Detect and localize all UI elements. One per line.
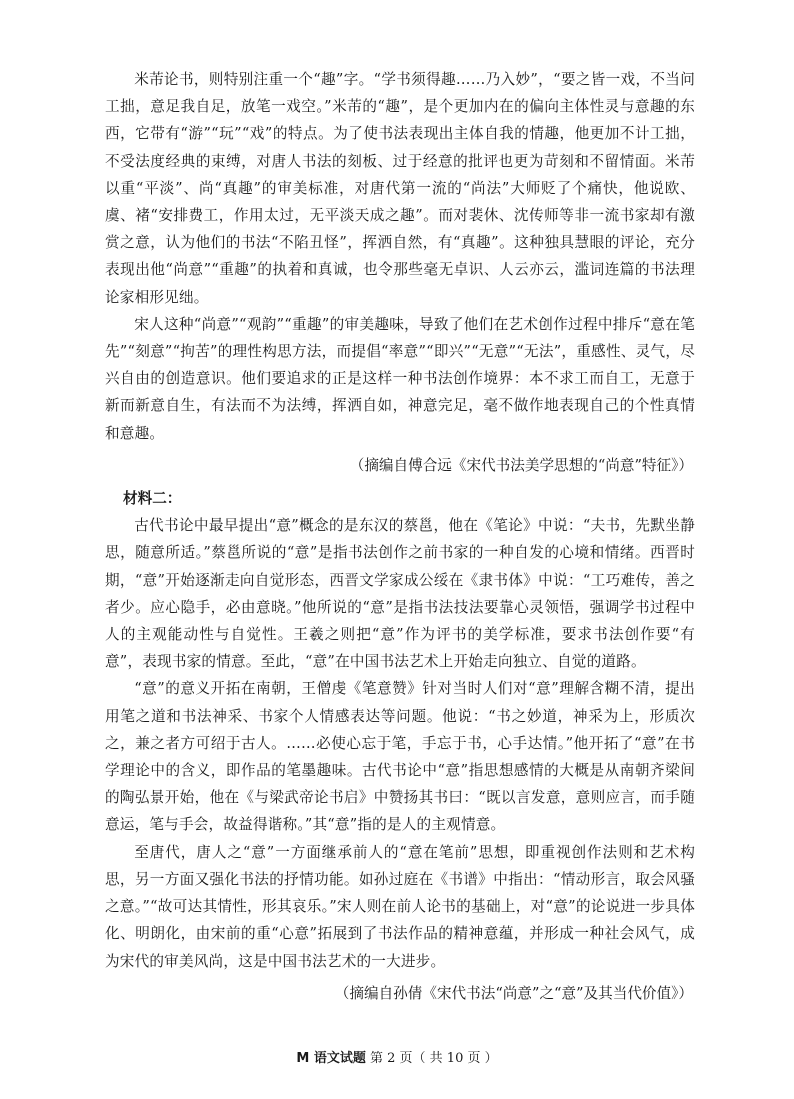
paragraph-southern-dynasties: “意”的意义开拓在南朝，王僧虔《笔意赞》针对当时人们对“意”理解含糊不清，提出用笔之道和书法神采、书家个人情感表达等问题。他说：“书之妙道，神采为上，形质次之，兼之者方可绍于古人。……必使心忘于笔，手忘于书，心手达情。”他开拓了“意”在书学理论中的含义，即作品的笔墨趣味。古代书论中“意”指思想感情的大概是从南朝齐梁间的陶弘景开始，他在《与梁武帝论书启》中赞扬其书曰：“既以言发意，意则应言，而手随意运，笔与手会，故益得谐称。”其“意”指的是人的主观情意。 <box>105 680 695 834</box>
footer-brand: M 语文试题 <box>296 1051 366 1066</box>
paragraph-cai-yong: 古代书论中最早提出“意”概念的是东汉的蔡邕，他在《笔论》中说：“夫书，先默坐静思，随意所适。”蔡邕所说的“意”是指书法创作之前书家的一种自发的心境和情绪。西晋时期，“意”开始逐渐走向自觉形态，西晋文学家成公绥在《隶书体》中说：“工巧难传，善之者少。应心隐手，必由意晓。”他所说的“意”是指书法技法要靠心灵领悟，强调学书过程中人的主观能动性与自觉性。王羲之则把“意”作为评书的美学标准，要求书法创作要“有意”，表现书家的情意。至此，“意”在中国书法艺术上开始走向独立、自觉的道路。 <box>105 517 695 671</box>
paragraph-song-aesthetics: 宋人这种“尚意”“观韵”“重趣”的审美趣味，导致了他们在艺术创作过程中排斥“意在笔先”“刻意”“拘苦”的理性构思方法，而提倡“率意”“即兴”“无意”“无法”，重感性、灵气，尽兴自由的创造意识。他们要追求的正是这样一种书法创作境界：本不求工而自工，无意于新而新意自生，有法而不为法缚，挥洒自如，神意完足，毫不做作地表现自己的个性真情和意趣。 <box>105 315 695 442</box>
source-citation-1: （摘编自傅合远《宋代书法美学思想的“尚意”特征》） <box>349 456 693 474</box>
paragraph-mi-fu: 米芾论书，则特别注重一个“趣”字。“学书须得趣……乃入妙”，“要之皆一戏，不当问工拙，意足我自足，放笔一戏空。”米芾的“趣”，是个更加内在的偏向主体性灵与意趣的东西，它带有“游”“玩”“戏”的特点。为了使书法表现出主体自我的情趣，他更加不计工拙，不受法度经典的束缚，对唐人书法的刻板、过于经意的批评也更为苛刻和不留情面。米芾以重“平淡”、尚“真趣”的审美标准，对唐代第一流的“尚法”大师贬了个痛快，他说欧、虞、褚“安排费工，作用太过，无平淡天成之趣”。而对裴休、沈传师等非一流书家却有激赏之意，认为他们的书法“不陷丑怪”，挥洒自然，有“真趣”。这种独具慧眼的评论，充分表现出他“尚意”“重趣”的执着和真诚，也令那些毫无卓识、人云亦云，滥词连篇的书法理论家相形见绌。 <box>105 71 695 306</box>
footer-page-number: 第 2 页（ 共 10 页 ） <box>365 1051 498 1066</box>
source-citation-2: （摘编自孙倩《宋代书法“尚意”之“意”及其当代价值》） <box>334 984 693 1002</box>
page-content <box>105 66 695 1013</box>
page-footer <box>0 1050 794 1068</box>
material-two-heading: 材料二： <box>123 490 182 508</box>
paragraph-tang-dynasty: 至唐代，唐人之“意”一方面继承前人的“意在笔前”思想，即重视创作法则和艺术构思，另一方面又强化书法的抒情功能。如孙过庭在《书谱》中指出：“情动形言，取会风骚之意。”“故可达其情性，形其哀乐。”宋人则在前人论书的基础上，对“意”的论说进一步具体化、明朗化，由宋前的重“心意”拓展到了书法作品的精神意蕴，并形成一种社会风气，成为宋代的审美风尚，这是中国书法艺术的一大进步。 <box>105 843 695 970</box>
